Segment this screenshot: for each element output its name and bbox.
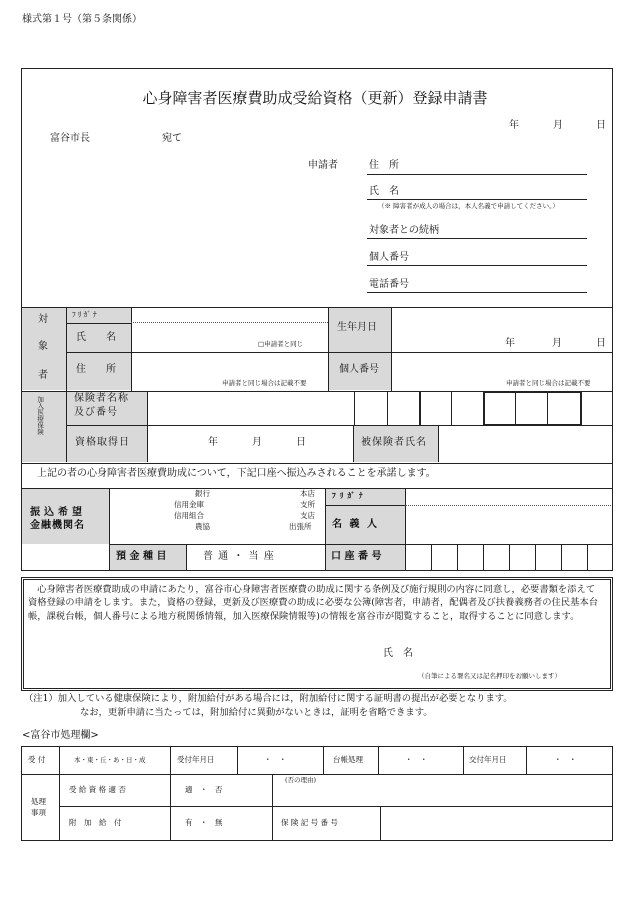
birth-month-label: 月 — [552, 338, 562, 349]
applicant-personal-number-field[interactable] — [367, 265, 587, 266]
office-branches[interactable]: 本・東・丘・あ・日・成 — [74, 756, 146, 764]
subject-group-label-3: 者 — [38, 370, 48, 381]
eligibility-label: 受 給 資 格 適 否 — [69, 785, 126, 794]
branch-type-shuchosho[interactable]: 出張所 — [289, 522, 312, 531]
additional-benefit-label: 附 加 給 付 — [69, 818, 122, 827]
signature-note: （自筆による署名又は記名押印をお願いします） — [418, 672, 561, 680]
bank-type-kumiai[interactable]: 信用組合 — [174, 511, 204, 520]
receipt-date-label: 受付年月日 — [177, 755, 215, 764]
ledger-date-value[interactable]: ・ ・ — [405, 755, 428, 764]
agreement-name-label: 氏 名 — [383, 648, 413, 659]
consent-line: 上記の者の心身障害者医療費助成について，下記口座へ振込みされることを承諾します。 — [37, 468, 436, 479]
account-holder-field[interactable] — [407, 507, 610, 543]
insurer-number-label: 及び番号 — [74, 407, 118, 418]
note-2: なお，更新申請に当たっては，附加給付に異動がないときは，証明を省略できます。 — [80, 707, 433, 718]
insurance-group-label: 加入医療保険 — [36, 396, 45, 435]
issue-date-label: 交付年月日 — [469, 755, 507, 764]
account-number-field[interactable] — [406, 545, 610, 569]
insurer-name-field[interactable] — [149, 393, 354, 423]
processing-label: 処理 — [31, 797, 46, 806]
subject-group-label-2: 象 — [38, 341, 48, 352]
subject-furigana-label: ﾌﾘｶﾞﾅ — [72, 310, 99, 319]
applicant-label: 申請者 — [308, 160, 338, 171]
applicant-name-label: 氏 名 — [369, 186, 399, 197]
birthdate-label: 生年月日 — [337, 322, 377, 333]
applicant-phone-label: 電話番号 — [369, 279, 409, 290]
addressee-suffix: 宛て — [162, 133, 182, 144]
issue-date-value[interactable]: ・ ・ — [554, 755, 577, 764]
date-year-label: 年 — [509, 120, 519, 131]
branch-type-main[interactable]: 本店 — [300, 489, 315, 498]
qualified-day-label: 日 — [296, 437, 306, 448]
applicant-relation-field[interactable] — [367, 238, 587, 239]
addressee-mayor: 富谷市長 — [50, 133, 90, 144]
applicant-address-field[interactable] — [367, 174, 587, 175]
account-furigana-field[interactable] — [407, 490, 610, 504]
date-day-label: 日 — [596, 120, 606, 131]
bank-label-line1: 振込希望 — [30, 507, 86, 518]
receipt-date-value[interactable]: ・ ・ — [264, 755, 287, 764]
form-number: 様式第１号（第５条関係） — [22, 14, 142, 25]
agreement-signature-field[interactable] — [430, 645, 600, 669]
subject-group-label-1: 対 — [38, 314, 48, 325]
applicant-relation-label: 対象者との続柄 — [369, 225, 439, 236]
applicant-name-field[interactable] — [367, 199, 587, 200]
subject-personal-number-note: 申請者と同じ場合は記載不要 — [506, 379, 591, 387]
insurer-number-field[interactable] — [483, 391, 582, 426]
applicant-address-label: 住 所 — [369, 160, 399, 171]
additional-benefit-options[interactable]: 有 ・ 無 — [185, 818, 223, 827]
insurer-name-label: 保険者名称 — [74, 393, 129, 404]
applicant-personal-number-label: 個人番号 — [369, 252, 409, 263]
qualified-year-label: 年 — [208, 437, 218, 448]
ledger-label: 台帳処理 — [333, 755, 363, 764]
insured-name-field[interactable] — [440, 427, 610, 460]
branch-type-shiten[interactable]: 支店 — [300, 511, 315, 520]
office-heading: <富谷市処理欄> — [22, 730, 99, 741]
date-month-label: 月 — [553, 120, 563, 131]
eligibility-options[interactable]: 適 ・ 否 — [185, 785, 223, 794]
subject-address-note: 申請者と同じ場合は記載不要 — [222, 379, 307, 387]
note-1: （注1）加入している健康保険により，附加給付がある場合には，附加給付に関する証明書の提出が必要となります。 — [24, 693, 513, 704]
qualified-month-label: 月 — [252, 437, 262, 448]
insurance-symbol-label: 保 険 記 号 番 号 — [281, 818, 338, 827]
bank-label-line2: 金融機関名 — [30, 520, 85, 531]
applicant-phone-field[interactable] — [367, 292, 587, 293]
account-number-label: 口 座 番 号 — [331, 551, 382, 562]
branch-type-shisho[interactable]: 支所 — [300, 500, 315, 509]
insurance-symbol-field[interactable] — [382, 808, 610, 838]
deposit-type-label: 預 金 種 目 — [116, 551, 167, 562]
bank-type-nokyo[interactable]: 農協 — [195, 522, 210, 531]
bank-type-shinkin[interactable]: 信用金庫 — [174, 500, 204, 509]
insured-name-label: 被保険者氏名 — [361, 437, 427, 448]
account-furigana-label: ﾌﾘｶﾞﾅ — [332, 491, 367, 500]
rejection-reason-field[interactable] — [274, 788, 610, 805]
qualified-date-label: 資格取得日 — [75, 437, 130, 448]
applicant-name-note: （※ 障害者が成人の場合は，本人名義で申請してください。） — [378, 202, 559, 210]
subject-name-label: 氏 名 — [76, 332, 116, 343]
page-title: 心身障害者医療費助成受給資格（更新）登録申請書 — [142, 89, 488, 107]
birth-day-label: 日 — [596, 338, 606, 349]
bank-type-bank[interactable]: 銀行 — [195, 489, 210, 498]
subject-address-label: 住 所 — [76, 364, 116, 375]
matters-label: 事項 — [31, 808, 46, 817]
subject-personal-number-label: 個人番号 — [339, 364, 379, 375]
same-as-applicant-checkbox[interactable]: □申請者と同じ — [258, 340, 304, 348]
branch-name-field[interactable] — [222, 490, 292, 542]
reception-label: 受 付 — [28, 755, 46, 764]
birth-year-label: 年 — [505, 338, 515, 349]
deposit-type-options[interactable]: 普 通 ・ 当 座 — [203, 551, 275, 562]
agreement-text: 心身障害者医療費助成の申請にあたり，富谷市心身障害者医療費の助成に関する条例及び施行規則の内容に同意し，必要書類を添えて資格登録の申請をします。また，資格の登録，更新及び医療費の助成に必要な公簿(障害者，申請者，配偶者及び扶養義務者の住民基本台帳，課税台帳，個人番号による地方税関係情報，加入医療保険情報等)の情報を富谷市が閲覧すること，取得することに同意します。 — [28, 584, 598, 622]
rejection-reason-label: (否の理由) — [285, 776, 317, 784]
account-holder-label: 名 義 人 — [332, 519, 379, 530]
